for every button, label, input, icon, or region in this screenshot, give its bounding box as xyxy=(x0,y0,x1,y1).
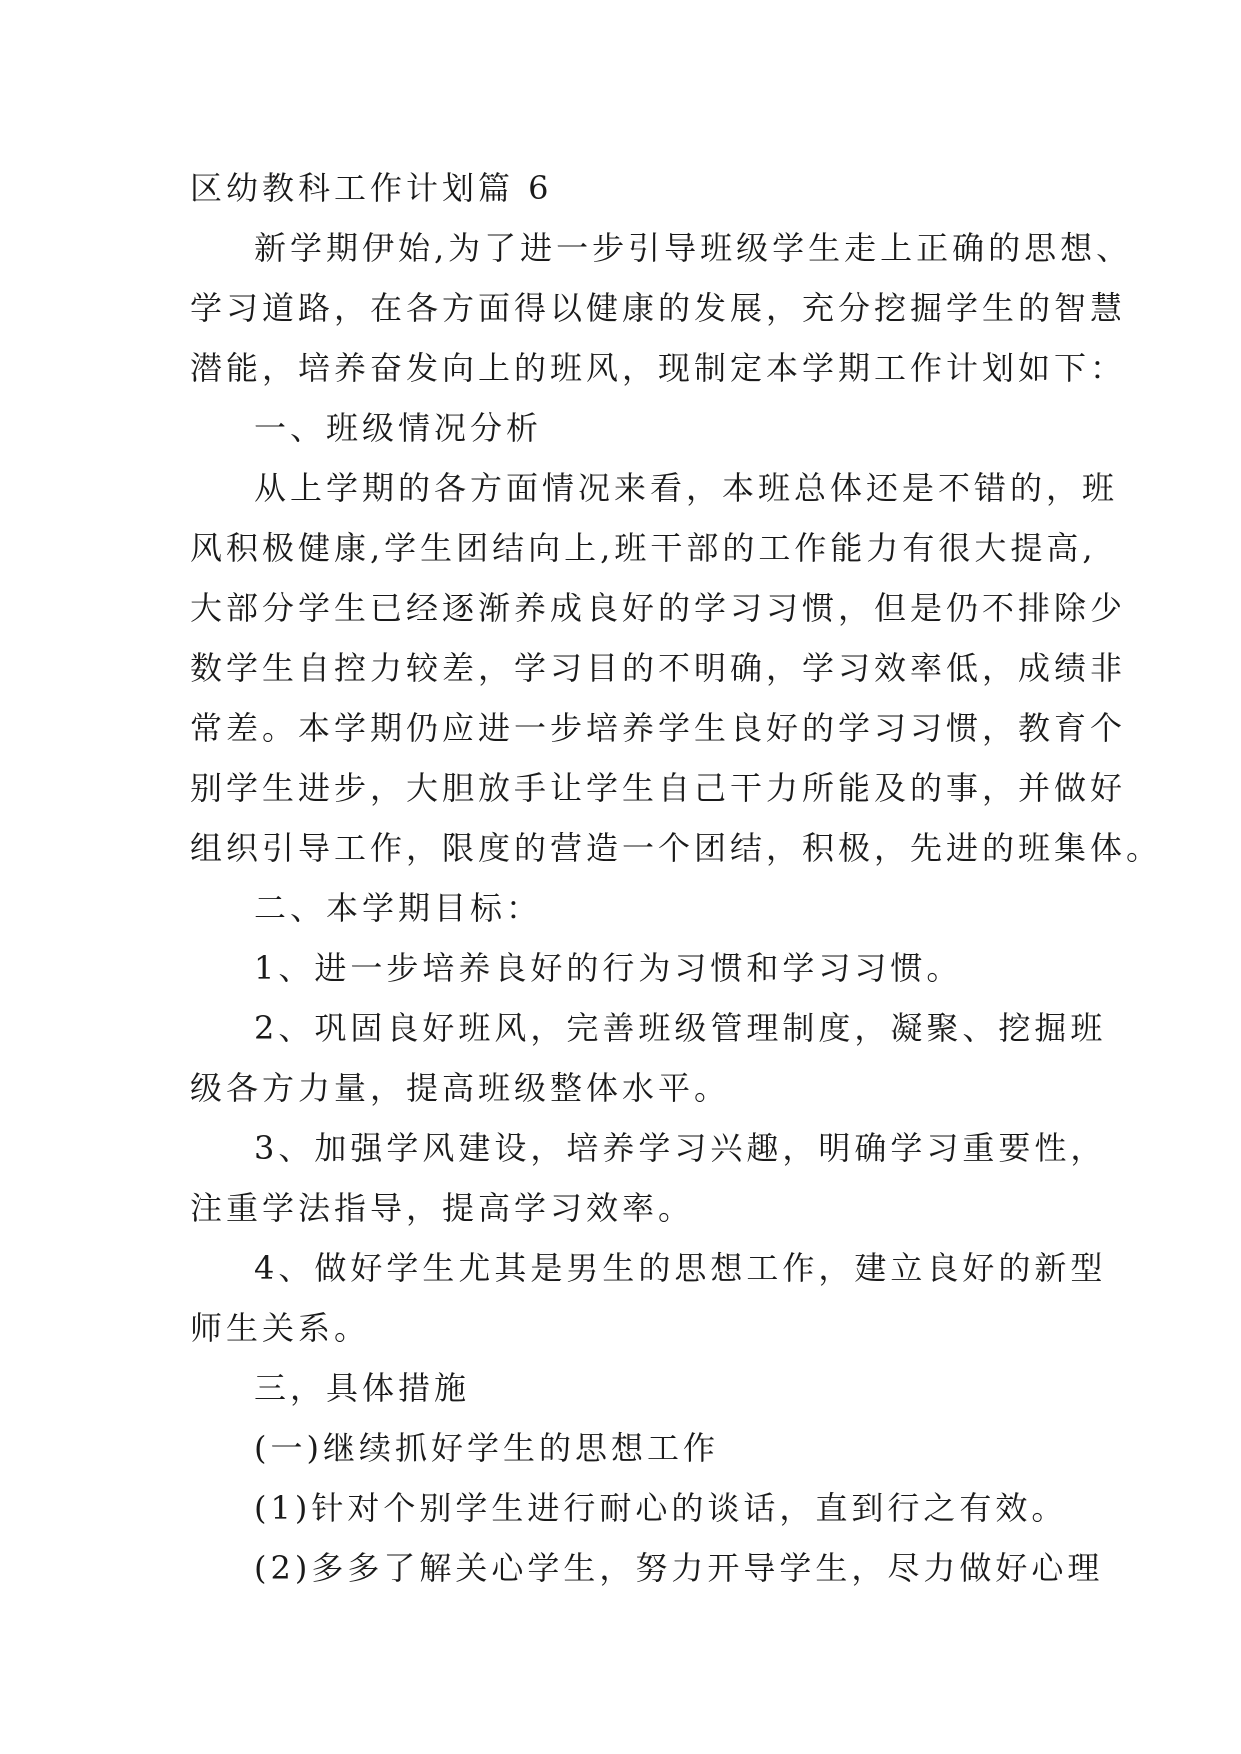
document-body xyxy=(190,158,1163,1598)
text-line: 数学生自控力较差，学习目的不明确，学习效率低，成绩非 xyxy=(190,649,1127,687)
text-line: 大部分学生已经逐渐养成良好的学习习惯，但是仍不排除少 xyxy=(190,589,1127,627)
text-line: 从上学期的各方面情况来看，本班总体还是不错的，班 xyxy=(254,469,1119,507)
subsection-heading: (一)继续抓好学生的思想工作 xyxy=(254,1429,719,1467)
list-item: (2)多多了解关心学生，努力开导学生，尽力做好心理 xyxy=(254,1549,1104,1587)
text-line: 常差。本学期仍应进一步培养学生良好的学习习惯，教育个 xyxy=(190,709,1127,747)
list-item: 3、加强学风建设，培养学习兴趣，明确学习重要性， xyxy=(254,1129,1107,1167)
text-line: 潜能，培养奋发向上的班风，现制定本学期工作计划如下： xyxy=(190,349,1127,387)
text-line: 注重学法指导，提高学习效率。 xyxy=(190,1189,695,1227)
document-title: 区幼教科工作计划篇 6 xyxy=(190,169,553,207)
text-line: 级各方力量，提高班级整体水平。 xyxy=(190,1069,731,1107)
list-item: (1)针对个别学生进行耐心的谈话，直到行之有效。 xyxy=(254,1489,1068,1527)
section-heading: 一、班级情况分析 xyxy=(254,409,543,447)
text-line: 组织引导工作，限度的营造一个团结，积极，先进的班集体。 xyxy=(190,829,1163,867)
text-line: 新学期伊始,为了进一步引导班级学生走上正确的思想、 xyxy=(254,229,1133,267)
text-line: 师生关系。 xyxy=(190,1309,371,1347)
text-line: 学习道路，在各方面得以健康的发展，充分挖掘学生的智慧 xyxy=(190,289,1127,327)
list-item: 1、进一步培养良好的行为习惯和学习习惯。 xyxy=(254,949,963,987)
section-heading: 二、本学期目标： xyxy=(254,889,543,927)
text-line: 别学生进步，大胆放手让学生自己干力所能及的事，并做好 xyxy=(190,769,1127,807)
text-line: 风积极健康,学生团结向上,班干部的工作能力有很大提高, xyxy=(190,529,1097,567)
list-item: 4、做好学生尤其是男生的思想工作，建立良好的新型 xyxy=(254,1249,1107,1287)
list-item: 2、巩固良好班风，完善班级管理制度，凝聚、挖掘班 xyxy=(254,1009,1107,1047)
section-heading: 三，具体措施 xyxy=(254,1369,471,1407)
